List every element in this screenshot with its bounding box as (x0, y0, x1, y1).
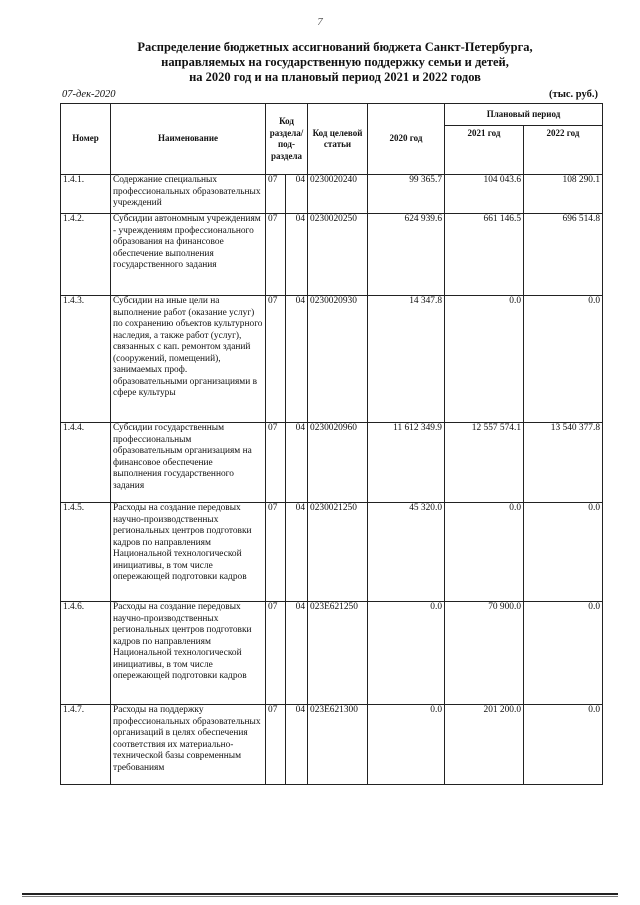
row-subsection: 04 (286, 602, 308, 705)
row-name: Субсидии автономным учреждениям - учреждениям профессионального образования на финансовое обеспечение выполнения государственного задания (111, 214, 266, 296)
row-number: 1.4.7. (61, 705, 111, 785)
row-subsection: 04 (286, 175, 308, 214)
row-number: 1.4.5. (61, 503, 111, 602)
table-row (61, 503, 603, 602)
row-value-2022: 13 540 377.8 (524, 423, 603, 503)
bottom-rule (22, 893, 618, 895)
row-value-2020: 624 939.6 (368, 214, 445, 296)
row-value-2022: 108 290.1 (524, 175, 603, 214)
row-section: 07 (266, 503, 286, 602)
row-target-code: 0230020930 (308, 296, 368, 423)
bottom-rule-thin (22, 896, 618, 897)
row-subsection: 04 (286, 705, 308, 785)
table-row (61, 705, 603, 785)
header-year-2020: 2020 год (368, 104, 445, 175)
row-subsection: 04 (286, 296, 308, 423)
row-value-2022: 0.0 (524, 503, 603, 602)
row-number: 1.4.3. (61, 296, 111, 423)
header-planned-period: Плановый период (445, 104, 603, 126)
row-value-2020: 11 612 349.9 (368, 423, 445, 503)
row-value-2021: 70 900.0 (445, 602, 524, 705)
row-number: 1.4.4. (61, 423, 111, 503)
row-target-code: 023E621250 (308, 602, 368, 705)
row-value-2022: 0.0 (524, 705, 603, 785)
units-label: (тыс. руб.) (549, 89, 598, 100)
budget-table (60, 103, 603, 785)
row-target-code: 0230021250 (308, 503, 368, 602)
row-value-2021: 104 043.6 (445, 175, 524, 214)
row-value-2020: 0.0 (368, 705, 445, 785)
document-date: 07-дек-2020 (62, 89, 116, 100)
page-number: 7 (317, 16, 323, 28)
table-row (61, 296, 603, 423)
title-line-2: направляемых на государственную поддержку семьи и детей, (161, 55, 509, 69)
row-section: 07 (266, 214, 286, 296)
row-value-2020: 99 365.7 (368, 175, 445, 214)
document-title (40, 40, 630, 85)
row-value-2020: 0.0 (368, 602, 445, 705)
row-name: Расходы на поддержку профессиональных образовательных организаций в целях обеспечения соответствия их материально-технической базы современным требованиям (111, 705, 266, 785)
row-name: Субсидии государственным профессиональным образовательным организациям на финансовое обеспечение выполнения государственного задания (111, 423, 266, 503)
row-number: 1.4.6. (61, 602, 111, 705)
header-number: Номер (61, 104, 111, 175)
row-value-2021: 661 146.5 (445, 214, 524, 296)
header-name: Наименование (111, 104, 266, 175)
title-line-1: Распределение бюджетных ассигнований бюджета Санкт-Петербурга, (137, 40, 533, 54)
row-subsection: 04 (286, 423, 308, 503)
row-number: 1.4.2. (61, 214, 111, 296)
row-section: 07 (266, 296, 286, 423)
row-name: Расходы на создание передовых научно-производственных региональных центров подготовки кадров по направлениям Национальной технологической инициативы, в том числе опережающей подготовки кадров (111, 602, 266, 705)
table-row (61, 602, 603, 705)
header-target-code: Код целевой статьи (308, 104, 368, 175)
row-target-code: 023E621300 (308, 705, 368, 785)
row-target-code: 0230020960 (308, 423, 368, 503)
row-value-2020: 45 320.0 (368, 503, 445, 602)
table-row (61, 175, 603, 214)
row-value-2020: 14 347.8 (368, 296, 445, 423)
row-target-code: 0230020250 (308, 214, 368, 296)
header-year-2022: 2022 год (524, 126, 603, 175)
header-section-code: Код раздела/ под-раздела (266, 104, 308, 175)
row-subsection: 04 (286, 503, 308, 602)
row-value-2021: 12 557 574.1 (445, 423, 524, 503)
row-name: Содержание специальных профессиональных образовательных учреждений (111, 175, 266, 214)
row-value-2021: 0.0 (445, 296, 524, 423)
row-section: 07 (266, 602, 286, 705)
row-section: 07 (266, 423, 286, 503)
header-year-2021: 2021 год (445, 126, 524, 175)
row-name: Субсидии на иные цели на выполнение работ (оказание услуг) по сохранению объектов культурного наследия, а также работ (услуг), связанных с кап. ремонтом зданий (сооружений, помещений), занимаемых проф. образовательными организациями в сфере культуры (111, 296, 266, 423)
row-value-2022: 0.0 (524, 296, 603, 423)
row-subsection: 04 (286, 214, 308, 296)
row-target-code: 0230020240 (308, 175, 368, 214)
row-name: Расходы на создание передовых научно-производственных региональных центров подготовки кадров по направлениям Национальной технологической инициативы, в том числе опережающей подготовки кадров (111, 503, 266, 602)
row-value-2022: 696 514.8 (524, 214, 603, 296)
row-section: 07 (266, 175, 286, 214)
title-line-3: на 2020 год и на плановый период 2021 и 2022 годов (189, 70, 481, 84)
row-value-2022: 0.0 (524, 602, 603, 705)
row-value-2021: 0.0 (445, 503, 524, 602)
table-row (61, 423, 603, 503)
row-value-2021: 201 200.0 (445, 705, 524, 785)
row-section: 07 (266, 705, 286, 785)
row-number: 1.4.1. (61, 175, 111, 214)
table-row (61, 214, 603, 296)
